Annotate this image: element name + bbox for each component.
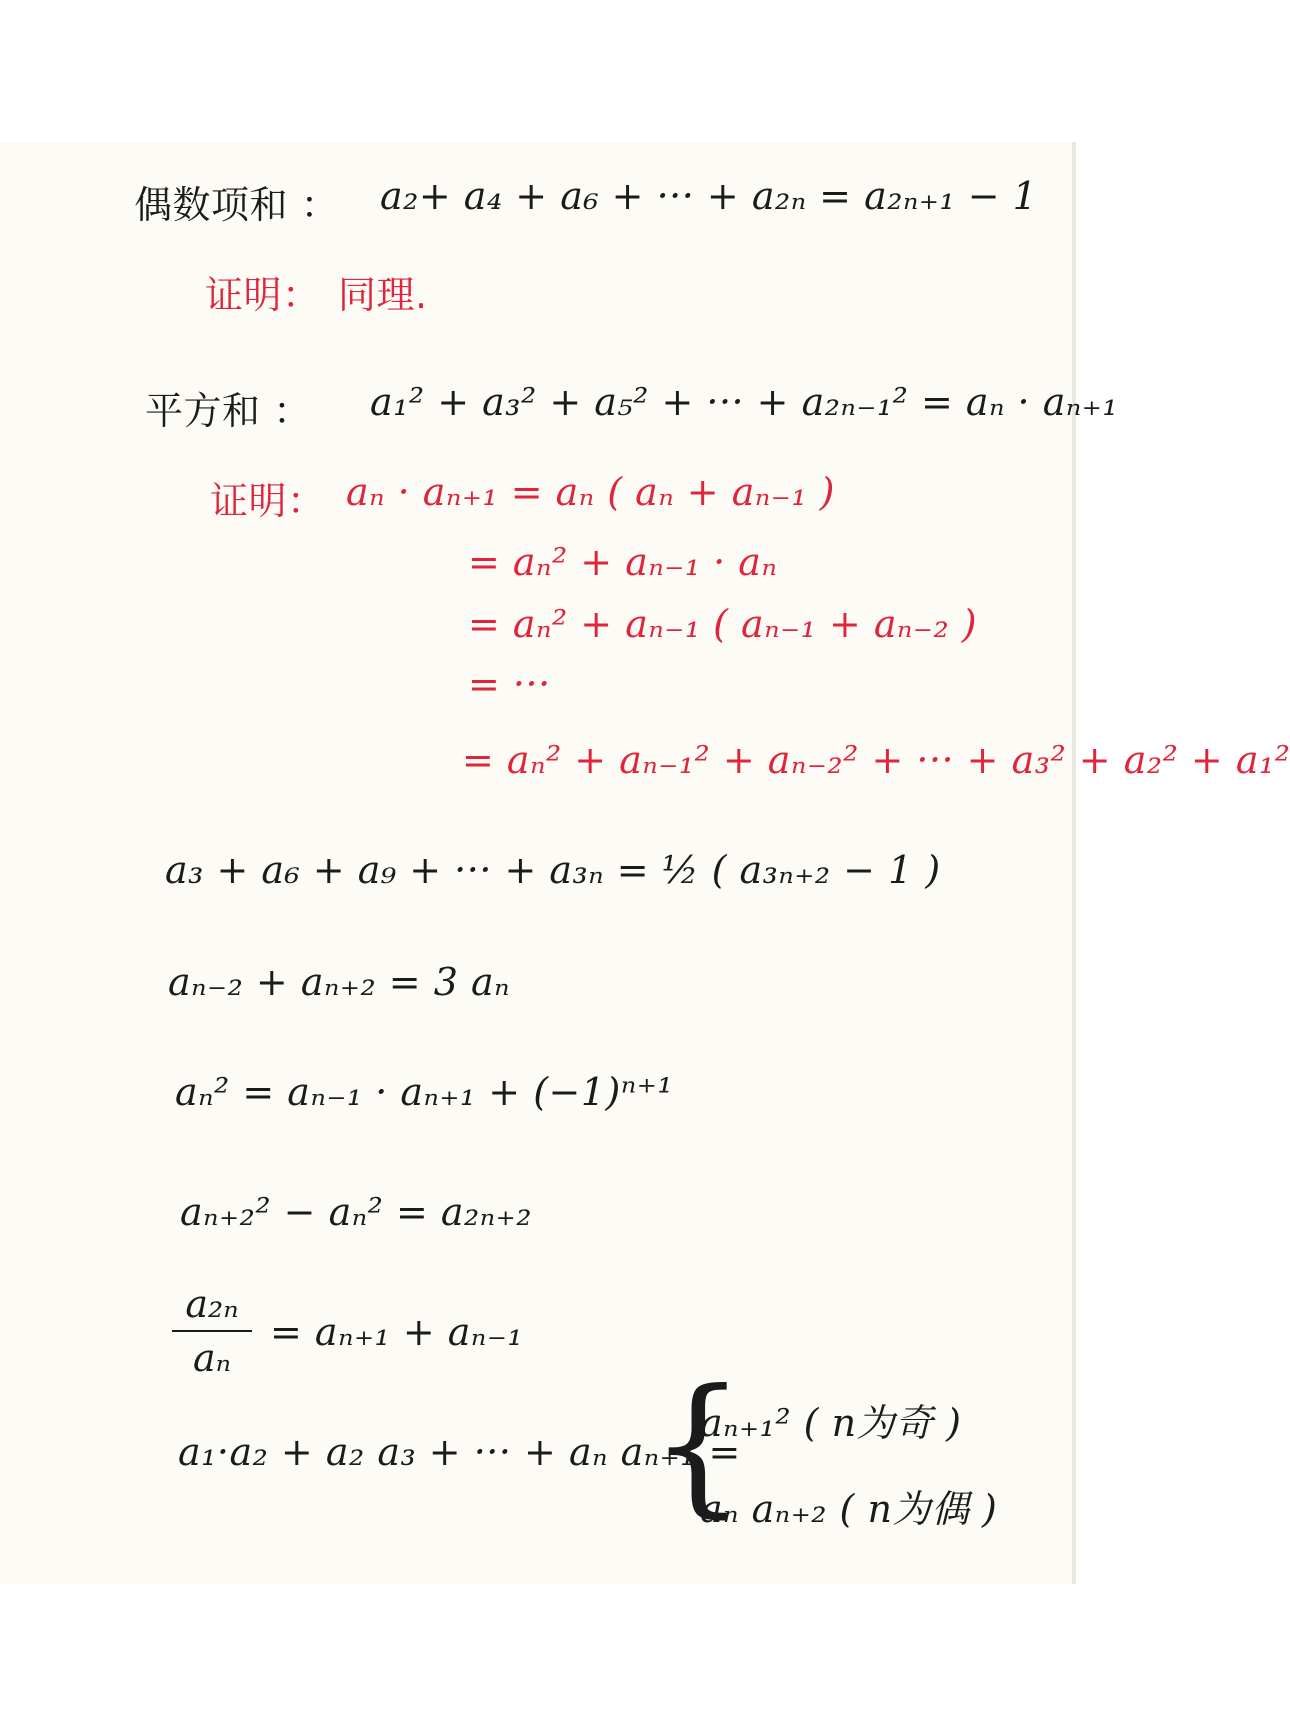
square-sum-formula: a₁² + a₃² + a₅² + ··· + a₂ₙ₋₁² = aₙ · aₙ₊₁ [370,380,1119,424]
identity-cassini: aₙ² = aₙ₋₁ · aₙ₊₁ + (−1)ⁿ⁺¹ [175,1070,674,1114]
note-page [0,142,1290,1584]
identity-square-difference: aₙ₊₂² − aₙ² = a₂ₙ₊₂ [180,1190,532,1234]
even-sum-proof-label: 证明： [205,273,321,317]
identity-fraction [172,1282,252,1380]
proof-line-4: = ··· [468,662,551,706]
case-even: aₙ aₙ₊₂ ( n为偶 ) [700,1487,998,1531]
square-sum-label: 平方和 ： [145,389,312,433]
even-sum-label: 偶数项和 ： [134,183,340,227]
fraction-rhs: = aₙ₊₁ + aₙ₋₁ [270,1310,524,1354]
identity-neighbor-sum: aₙ₋₂ + aₙ₊₂ = 3 aₙ [168,960,511,1004]
square-sum-proof-label: 证明： [210,479,326,523]
proof-line-3: = aₙ² + aₙ₋₁ ( aₙ₋₁ + aₙ₋₂ ) [468,602,978,646]
case-brace: { [650,1358,746,1532]
even-sum-formula: a₂+ a₄ + a₆ + ··· + a₂ₙ = a₂ₙ₊₁ − 1 [380,174,1038,218]
even-sum-proof-text: 同理. [338,273,428,317]
fraction-numerator: a₂ₙ [185,1282,239,1326]
proof-line-5: = aₙ² + aₙ₋₁² + aₙ₋₂² + ··· + a₃² + a₂² + a₁² [462,738,1290,782]
case-odd: aₙ₊₁² ( n为奇 ) [700,1401,962,1445]
identity-multiple-of-three: a₃ + a₆ + a₉ + ··· + a₃ₙ = ½ ( a₃ₙ₊₂ − 1 ) [165,848,941,892]
proof-line-2: = aₙ² + aₙ₋₁ · aₙ [468,540,778,584]
proof-line-1: aₙ · aₙ₊₁ = aₙ ( aₙ + aₙ₋₁ ) [346,470,835,514]
fraction-denominator: aₙ [192,1336,232,1380]
case-identity-lhs: a₁·a₂ + a₂ a₃ + ··· + aₙ aₙ₊₁ = [178,1430,741,1474]
fraction-bar [172,1330,252,1332]
